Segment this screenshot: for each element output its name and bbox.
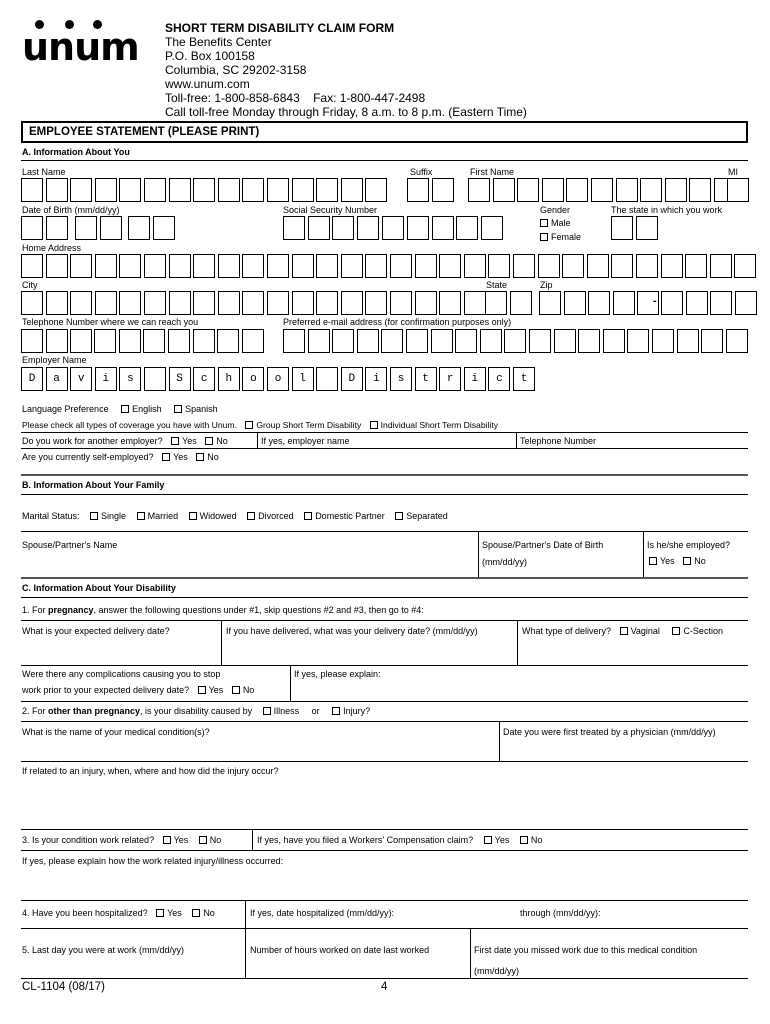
employer-name-label: Employer Name xyxy=(22,355,87,365)
char-box[interactable] xyxy=(480,329,502,353)
last-day-worked-label: 5. Last day you were at work (mm/dd/yy) xyxy=(22,945,185,955)
char-box[interactable] xyxy=(341,178,363,202)
char-box[interactable] xyxy=(70,254,92,278)
char-box[interactable] xyxy=(564,291,586,315)
char-box[interactable] xyxy=(710,291,732,315)
workers-comp-row: If yes, have you filed a Workers' Compensation claim? Yes No xyxy=(257,835,543,845)
char-box[interactable] xyxy=(46,254,68,278)
medical-condition-label: What is the name of your medical condition(s)? xyxy=(22,727,210,737)
char-box[interactable] xyxy=(517,178,539,202)
spouse-employed-label: Is he/she employed? xyxy=(647,540,731,550)
injury-checkbox[interactable] xyxy=(332,707,340,715)
self-employed-no-checkbox[interactable] xyxy=(196,453,204,461)
char-box[interactable] xyxy=(168,329,190,353)
gender-female-option[interactable]: Female xyxy=(540,232,581,243)
ssn-label: Social Security Number xyxy=(283,205,378,215)
employer-name-char: v xyxy=(77,373,85,385)
char-box[interactable] xyxy=(468,178,490,202)
employer-name-char: D xyxy=(28,373,36,385)
employer-name-char: S xyxy=(176,373,183,385)
char-box[interactable] xyxy=(464,291,486,315)
section-a-title: A. Information About You xyxy=(22,147,130,157)
char-box[interactable] xyxy=(481,216,503,240)
char-box[interactable] xyxy=(456,216,478,240)
char-box[interactable] xyxy=(539,291,561,315)
employer-name-char: c xyxy=(496,373,503,385)
char-box[interactable] xyxy=(464,254,486,278)
char-box[interactable] xyxy=(283,216,305,240)
char-box[interactable] xyxy=(407,178,429,202)
marital-status-row: Marital Status: Single Married Widowed Divorced Domestic Partner Separated xyxy=(22,511,448,521)
char-box[interactable] xyxy=(542,178,564,202)
char-box[interactable] xyxy=(488,254,510,278)
suffix-label: Suffix xyxy=(410,167,433,177)
expected-delivery-label: What is your expected delivery date? xyxy=(22,626,170,636)
char-box[interactable] xyxy=(332,216,354,240)
char-box[interactable] xyxy=(652,329,674,353)
char-box[interactable] xyxy=(365,178,387,202)
char-box[interactable] xyxy=(70,329,92,353)
char-box[interactable] xyxy=(119,291,141,315)
hospitalized-yes-checkbox[interactable] xyxy=(156,909,164,917)
char-box[interactable] xyxy=(144,254,166,278)
first-missed-label-1: First date you missed work due to this medical condition xyxy=(474,945,698,955)
q1-pregnancy-text: 1. For pregnancy, answer the following questions under #1, skip questions #2 and #3, then go to #4: xyxy=(22,605,424,615)
header-line-5: Toll-free: 1-800-858-6843 Fax: 1-800-447-2498 xyxy=(165,91,426,105)
spouse-employed-options: Yes No xyxy=(649,556,706,567)
char-box[interactable] xyxy=(554,329,576,353)
another-employer-no-checkbox[interactable] xyxy=(205,437,213,445)
char-box[interactable] xyxy=(640,178,662,202)
char-box[interactable] xyxy=(357,329,379,353)
gender-male-option[interactable]: Male xyxy=(540,218,571,229)
char-box[interactable] xyxy=(169,254,191,278)
spouse-dob-label-1: Spouse/Partner's Date of Birth xyxy=(482,540,604,550)
char-box[interactable] xyxy=(283,329,305,353)
header-line-6: Call toll-free Monday through Friday, 8 a.m. to 8 p.m. (Eastern Time) xyxy=(165,105,527,119)
header-line-1: The Benefits Center xyxy=(165,35,272,49)
complications-yes-checkbox[interactable] xyxy=(198,686,206,694)
first-missed-label-2: (mm/dd/yy) xyxy=(474,966,519,976)
char-box[interactable] xyxy=(591,178,613,202)
char-box[interactable] xyxy=(95,254,117,278)
zip-dash: - xyxy=(653,295,657,307)
divorced-checkbox[interactable] xyxy=(247,512,255,520)
first-name-label: First Name xyxy=(470,167,515,177)
char-box[interactable] xyxy=(193,291,215,315)
char-box[interactable] xyxy=(587,254,609,278)
char-box[interactable] xyxy=(415,291,437,315)
char-box[interactable] xyxy=(119,254,141,278)
header-line-3: Columbia, SC 29202-3158 xyxy=(165,63,307,77)
char-box[interactable] xyxy=(701,329,723,353)
char-box[interactable] xyxy=(94,329,116,353)
char-box[interactable] xyxy=(636,254,658,278)
char-box[interactable] xyxy=(119,178,141,202)
char-box[interactable] xyxy=(332,329,354,353)
logo-wordmark: unum xyxy=(22,25,139,69)
char-box[interactable] xyxy=(485,291,507,315)
delivery-type-row: What type of delivery? Vaginal C-Section xyxy=(522,626,723,636)
char-box[interactable] xyxy=(665,178,687,202)
last-name-label: Last Name xyxy=(22,167,66,177)
another-employer-yes-checkbox[interactable] xyxy=(171,437,179,445)
state-label: State xyxy=(486,280,508,290)
spouse-employed-no-checkbox[interactable] xyxy=(683,557,691,565)
char-box[interactable] xyxy=(242,254,264,278)
spouse-dob-label-2: (mm/dd/yy) xyxy=(482,557,527,567)
married-checkbox[interactable] xyxy=(137,512,145,520)
employer-name-char: s xyxy=(397,373,405,385)
form-code: CL-1104 (08/17) xyxy=(22,981,105,993)
char-box[interactable] xyxy=(143,329,165,353)
state-work-label: The state in which you work xyxy=(611,205,723,215)
char-box[interactable] xyxy=(316,254,338,278)
work-related-yes-checkbox[interactable] xyxy=(163,836,171,844)
char-box[interactable] xyxy=(218,291,240,315)
dob-label: Date of Birth (mm/dd/yy) xyxy=(22,205,120,215)
char-box[interactable] xyxy=(588,291,610,315)
char-box[interactable] xyxy=(308,216,330,240)
char-box[interactable] xyxy=(341,291,363,315)
injury-when-label: If related to an injury, when, where and how did the injury occur? xyxy=(22,766,279,776)
char-box[interactable] xyxy=(636,216,658,240)
form-title: SHORT TERM DISABILITY CLAIM FORM xyxy=(165,21,395,35)
employer-name-char: l xyxy=(299,373,306,385)
section-b-title: B. Information About Your Family xyxy=(22,480,165,490)
char-box[interactable] xyxy=(242,329,264,353)
another-employer-row: Do you work for another employer? Yes No xyxy=(22,436,228,446)
char-box[interactable] xyxy=(611,254,633,278)
char-box[interactable] xyxy=(169,178,191,202)
char-box[interactable] xyxy=(70,178,92,202)
char-box[interactable] xyxy=(242,178,264,202)
employer-name-char: i xyxy=(102,373,110,385)
char-box[interactable] xyxy=(493,178,515,202)
employer-name-char: s xyxy=(127,373,134,385)
char-box[interactable] xyxy=(677,329,699,353)
char-box[interactable] xyxy=(75,216,97,240)
char-box[interactable] xyxy=(292,178,314,202)
char-box[interactable] xyxy=(70,291,92,315)
domestic-partner-checkbox[interactable] xyxy=(304,512,312,520)
char-box[interactable] xyxy=(21,216,43,240)
separated-checkbox[interactable] xyxy=(395,512,403,520)
char-box[interactable] xyxy=(21,329,43,353)
char-box[interactable] xyxy=(529,329,551,353)
char-box[interactable] xyxy=(308,329,330,353)
char-box[interactable] xyxy=(119,329,141,353)
char-box[interactable] xyxy=(267,178,289,202)
spanish-checkbox[interactable] xyxy=(174,405,182,413)
hours-worked-label: Number of hours worked on date last worked xyxy=(250,945,430,955)
csection-checkbox[interactable] xyxy=(672,627,680,635)
char-box[interactable] xyxy=(357,216,379,240)
char-box[interactable] xyxy=(439,291,461,315)
char-box[interactable] xyxy=(603,329,625,353)
workers-comp-yes-checkbox[interactable] xyxy=(484,836,492,844)
through-date-label: through (mm/dd/yy): xyxy=(520,908,601,918)
work-related-no-checkbox[interactable] xyxy=(199,836,207,844)
workers-comp-no-checkbox[interactable] xyxy=(520,836,528,844)
char-box[interactable] xyxy=(341,254,363,278)
char-box[interactable] xyxy=(95,178,117,202)
char-box[interactable] xyxy=(382,216,404,240)
employer-name-char: i xyxy=(471,373,479,385)
q2-other-than-pregnancy-row: 2. For other than pregnancy, is your disability caused by Illness or Injury? xyxy=(22,706,371,716)
employer-name-char: i xyxy=(373,373,380,385)
char-box[interactable] xyxy=(46,178,68,202)
char-box[interactable] xyxy=(431,329,453,353)
mi-label: MI xyxy=(728,167,738,177)
char-box[interactable] xyxy=(439,254,461,278)
complications-label-1: Were there any complications causing you to stop xyxy=(22,669,221,679)
email-label: Preferred e-mail address (for confirmation purposes only) xyxy=(283,317,512,327)
char-box[interactable] xyxy=(193,254,215,278)
char-box[interactable] xyxy=(455,329,477,353)
char-box[interactable] xyxy=(735,291,757,315)
char-box[interactable] xyxy=(144,178,166,202)
employer-name-char: a xyxy=(53,373,60,385)
delivered-date-label: If you have delivered, what was your delivery date? (mm/dd/yy) xyxy=(226,626,478,636)
char-box[interactable] xyxy=(21,254,43,278)
char-box[interactable] xyxy=(169,291,191,315)
char-box[interactable] xyxy=(406,329,428,353)
char-box[interactable] xyxy=(578,329,600,353)
header-line-2: P.O. Box 100158 xyxy=(165,49,255,63)
hospitalized-no-checkbox[interactable] xyxy=(192,909,200,917)
char-box[interactable] xyxy=(292,291,314,315)
char-box[interactable] xyxy=(381,329,403,353)
coverage-row: Please check all types of coverage you have with Unum. Group Short Term Disability Individual Short Term Disability xyxy=(22,420,499,430)
char-box[interactable] xyxy=(193,329,215,353)
char-box[interactable] xyxy=(504,329,526,353)
first-treated-label: Date you were first treated by a physician (mm/dd/yy) xyxy=(503,727,716,737)
if-yes-employer-label: If yes, employer name xyxy=(261,436,350,446)
city-label: City xyxy=(22,280,38,290)
home-address-label: Home Address xyxy=(22,243,82,253)
char-box[interactable] xyxy=(415,254,437,278)
char-box[interactable] xyxy=(390,254,412,278)
unum-logo xyxy=(22,20,142,70)
single-checkbox[interactable] xyxy=(90,512,98,520)
char-box[interactable] xyxy=(513,254,535,278)
employer-name-char: r xyxy=(446,373,454,385)
self-employed-yes-checkbox[interactable] xyxy=(162,453,170,461)
q4-hospitalized-row: 4. Have you been hospitalized? Yes No xyxy=(22,908,215,918)
employer-name-char: h xyxy=(225,373,233,385)
work-related-explain-label: If yes, please explain how the work related injury/illness occurred: xyxy=(22,856,284,866)
vaginal-checkbox[interactable] xyxy=(620,627,628,635)
section-c-title: C. Information About Your Disability xyxy=(22,583,176,593)
char-box[interactable] xyxy=(218,254,240,278)
char-box[interactable] xyxy=(316,291,338,315)
hospitalized-date-label: If yes, date hospitalized (mm/dd/yy): xyxy=(250,908,395,918)
self-employed-row: Are you currently self-employed? Yes No xyxy=(22,452,219,462)
page-number: 4 xyxy=(381,981,388,993)
complications-explain-label: If yes, please explain: xyxy=(294,669,381,679)
char-box[interactable] xyxy=(685,254,707,278)
individual-std-checkbox[interactable] xyxy=(370,421,378,429)
employer-name-char: D xyxy=(348,373,356,385)
char-box[interactable] xyxy=(95,291,117,315)
char-box[interactable] xyxy=(153,216,175,240)
char-box[interactable] xyxy=(21,291,43,315)
illness-checkbox[interactable] xyxy=(263,707,271,715)
char-box[interactable] xyxy=(627,329,649,353)
char-box[interactable] xyxy=(432,178,454,202)
employer-name-char: t xyxy=(422,373,429,385)
char-box[interactable] xyxy=(292,254,314,278)
char-box[interactable] xyxy=(128,216,150,240)
char-box[interactable] xyxy=(217,329,239,353)
char-box[interactable] xyxy=(267,291,289,315)
complications-row-2: work prior to your expected delivery date? Yes No xyxy=(22,685,255,695)
group-std-checkbox[interactable] xyxy=(245,421,253,429)
language-preference-row: Language Preference English Spanish xyxy=(22,404,218,414)
char-box[interactable] xyxy=(726,329,748,353)
spouse-name-label: Spouse/Partner's Name xyxy=(22,540,118,550)
char-box[interactable] xyxy=(407,216,429,240)
widowed-checkbox[interactable] xyxy=(189,512,197,520)
char-box[interactable] xyxy=(616,178,638,202)
char-box[interactable] xyxy=(611,216,633,240)
telephone-number-label: Telephone Number xyxy=(520,436,597,446)
employer-name-char: c xyxy=(200,373,208,385)
char-box[interactable] xyxy=(46,329,68,353)
zip-label: Zip xyxy=(540,280,553,290)
char-box[interactable] xyxy=(510,291,532,315)
english-checkbox[interactable] xyxy=(121,405,129,413)
char-box[interactable] xyxy=(727,178,749,202)
employer-name-char: o xyxy=(250,373,257,385)
char-box[interactable] xyxy=(46,216,68,240)
char-box[interactable] xyxy=(46,291,68,315)
char-box[interactable] xyxy=(21,178,43,202)
char-box[interactable] xyxy=(432,216,454,240)
char-box[interactable] xyxy=(365,254,387,278)
employer-name-char: o xyxy=(274,373,282,385)
complications-no-checkbox[interactable] xyxy=(232,686,240,694)
char-box[interactable] xyxy=(144,291,166,315)
char-box[interactable] xyxy=(689,178,711,202)
spouse-employed-yes-checkbox[interactable] xyxy=(649,557,657,565)
employee-statement-banner xyxy=(21,121,748,143)
char-box[interactable] xyxy=(390,291,412,315)
telephone-label: Telephone Number where we can reach you xyxy=(22,317,199,327)
char-box[interactable] xyxy=(144,367,166,391)
char-box[interactable] xyxy=(710,254,732,278)
employer-name-char: t xyxy=(520,373,528,385)
q3-work-related-row: 3. Is your condition work related? Yes No xyxy=(22,835,222,845)
char-box[interactable] xyxy=(316,178,338,202)
char-box[interactable] xyxy=(316,367,338,391)
header-line-4: www.unum.com xyxy=(165,77,250,91)
char-box[interactable] xyxy=(242,291,264,315)
employee-statement-title: EMPLOYEE STATEMENT (PLEASE PRINT) xyxy=(29,126,260,138)
char-box[interactable] xyxy=(365,291,387,315)
char-box[interactable] xyxy=(538,254,560,278)
char-box[interactable] xyxy=(193,178,215,202)
gender-label: Gender xyxy=(540,205,571,215)
char-box[interactable] xyxy=(566,178,588,202)
female-checkbox[interactable] xyxy=(540,233,548,241)
char-box[interactable] xyxy=(100,216,122,240)
char-box[interactable] xyxy=(562,254,584,278)
char-box[interactable] xyxy=(613,291,635,315)
char-box[interactable] xyxy=(267,254,289,278)
char-box[interactable] xyxy=(686,291,708,315)
char-box[interactable] xyxy=(661,291,683,315)
char-box[interactable] xyxy=(661,254,683,278)
male-checkbox[interactable] xyxy=(540,219,548,227)
char-box[interactable] xyxy=(734,254,756,278)
char-box[interactable] xyxy=(218,178,240,202)
